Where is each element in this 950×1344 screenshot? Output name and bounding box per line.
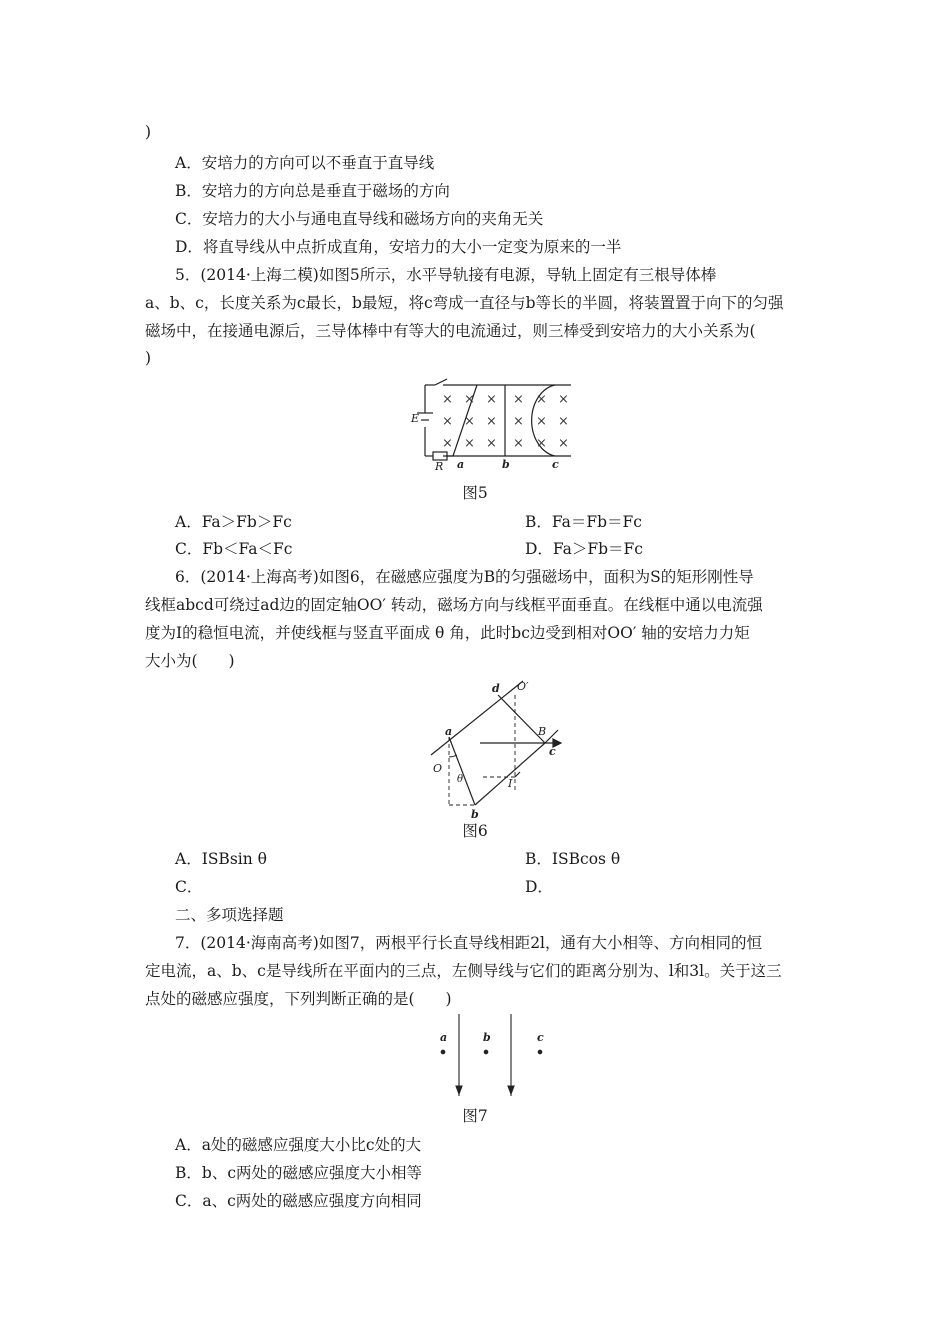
q6-stem-line3: 度为I的稳恒电流，并使线框与竖直平面成 θ 角，此时bc边受到相对OO′ 轴的安培力力矩 — [145, 624, 750, 642]
fig5-label-a: a — [457, 458, 465, 470]
q6-stem-line1: 6．(2014·上海高考)如图6，在磁感应强度为B的匀强磁场中，面积为S的矩形刚性导 — [175, 568, 754, 586]
fig5-label-e: E — [411, 412, 420, 425]
q4-option-c: C．安培力的大小与通电直导线和磁场方向的夹角无关 — [175, 210, 544, 228]
field-cross: × — [486, 436, 497, 451]
fig6-label-o-prime: O′ — [517, 680, 529, 693]
fig6-label-current: I — [508, 777, 513, 790]
q6-option-a: A．ISBsin θ — [175, 850, 267, 868]
field-cross: × — [486, 414, 497, 429]
field-cross: × — [536, 436, 547, 451]
q6-option-b: B．ISBcos θ — [525, 850, 621, 868]
field-cross: × — [513, 414, 524, 429]
fig6-label-d: d — [492, 682, 500, 695]
field-cross: × — [558, 436, 569, 451]
fig6-label-a: a — [445, 725, 453, 738]
fig5-label-r: R — [435, 460, 444, 470]
q6-option-d: D． — [525, 878, 553, 896]
q7-stem-line2: 定电流，a、b、c是导线所在平面内的三点，左侧导线与它们的距离分别为、l和3l。关于这三 — [145, 962, 782, 980]
q5-stem-line4: ) — [145, 349, 152, 367]
q7-stem-line3: 点处的磁感应强度，下列判断正确的是( ) — [145, 990, 452, 1008]
field-cross: × — [464, 436, 475, 451]
figure-7-wires-diagram — [425, 1010, 565, 1100]
q5-option-c: C．Fb＜Fa＜Fc — [175, 540, 293, 558]
field-cross: × — [536, 414, 547, 429]
q6-stem-line4: 大小为( ) — [145, 652, 235, 670]
fig6-label-o: O — [433, 762, 443, 775]
q7-option-c: C．a、c两处的磁感应强度方向相同 — [175, 1192, 422, 1210]
fig5-label-b: b — [502, 458, 510, 470]
fig7-label-c: c — [537, 1031, 544, 1044]
field-cross: × — [464, 392, 475, 407]
fig7-label-a: a — [440, 1031, 448, 1044]
q7-option-b: B．b、c两处的磁感应强度大小相等 — [175, 1164, 422, 1182]
fig6-label-b: b — [471, 808, 479, 820]
figure-7-caption: 图7 — [462, 1107, 488, 1125]
q6-stem-line2: 线框abcd可绕过ad边的固定轴OO′ 转动，磁场方向与线框平面垂直。在线框中通以电流强 — [145, 596, 763, 614]
q4-option-b: B．安培力的方向总是垂直于磁场的方向 — [175, 182, 450, 200]
q5-stem-line2: a、b、c，长度关系为c最长，b最短，将c弯成一直径与b等长的半圆，将装置置于向下的匀强 — [145, 294, 784, 312]
field-cross: × — [536, 392, 547, 407]
fig6-label-c: c — [549, 745, 556, 758]
field-cross: × — [442, 414, 453, 429]
q6-option-c: C． — [175, 878, 203, 896]
field-cross: × — [513, 436, 524, 451]
figure-5-caption: 图5 — [462, 484, 488, 502]
fig6-label-b-field: B — [538, 725, 547, 738]
field-cross: × — [442, 436, 453, 451]
continuation-paren: ) — [145, 123, 152, 141]
field-cross: × — [442, 392, 453, 407]
q5-option-a: A．Fa＞Fb＞Fc — [175, 513, 292, 531]
q7-stem-line1: 7．(2014·海南高考)如图7，两根平行长直导线相距2l，通有大小相等、方向相同的恒 — [175, 934, 763, 952]
q5-option-b: B．Fa＝Fb＝Fc — [525, 513, 642, 531]
fig5-label-c: c — [552, 458, 559, 470]
fig7-label-b: b — [483, 1031, 491, 1044]
section-heading: 二、多项选择题 — [175, 906, 284, 924]
field-cross: × — [513, 392, 524, 407]
q5-stem-line3: 磁场中，在接通电源后，三导体棒中有等大的电流通过，则三棒受到安培力的大小关系为( — [145, 322, 756, 340]
field-cross: × — [558, 392, 569, 407]
field-cross: × — [486, 392, 497, 407]
q4-option-d: D．将直导线从中点折成直角，安培力的大小一定变为原来的一半 — [175, 238, 622, 256]
q7-option-a: A．a处的磁感应强度大小比c处的大 — [175, 1136, 422, 1154]
q5-stem-line1: 5．(2014·上海二模)如图5所示，水平导轨接有电源，导轨上固定有三根导体棒 — [175, 266, 717, 284]
q5-option-d: D．Fa＞Fb＝Fc — [525, 540, 643, 558]
figure-6-frame-diagram — [425, 675, 585, 820]
figure-5-rail-diagram — [405, 375, 585, 470]
field-cross: × — [464, 414, 475, 429]
field-cross: × — [558, 414, 569, 429]
fig6-label-theta: θ — [457, 774, 464, 785]
figure-6-caption: 图6 — [462, 822, 488, 840]
q4-option-a: A．安培力的方向可以不垂直于直导线 — [175, 154, 435, 172]
